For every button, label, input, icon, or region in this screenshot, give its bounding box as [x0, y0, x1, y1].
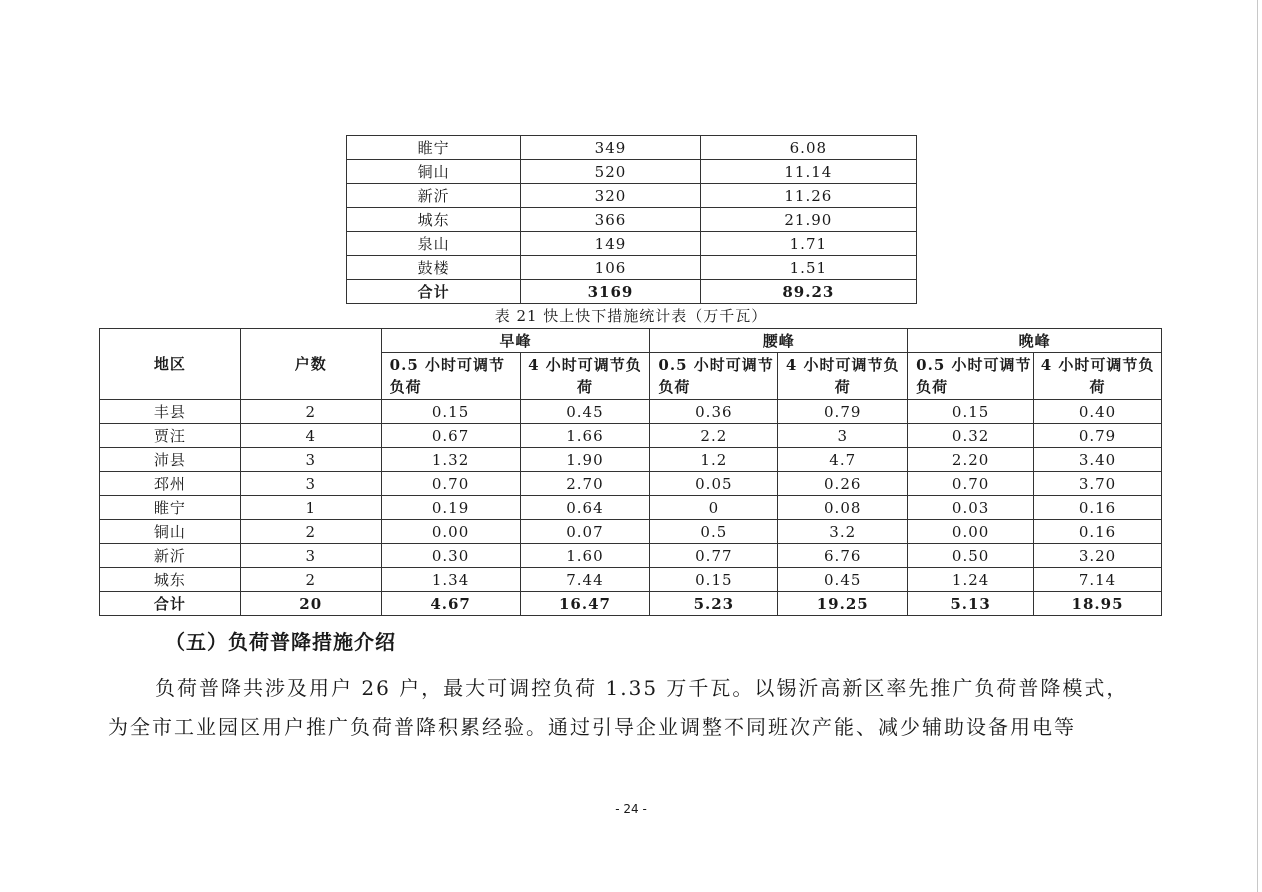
load-value-cell: 1.24: [908, 568, 1034, 592]
table-row: [100, 568, 1162, 592]
four-hour-load-header: 4 小时可调节负荷: [778, 353, 908, 400]
value-cell: 6.08: [700, 136, 916, 160]
value-cell: 11.26: [700, 184, 916, 208]
table-row: [347, 208, 917, 232]
load-value-cell: 0.00: [908, 520, 1034, 544]
region-cell: 城东: [347, 208, 521, 232]
load-value-cell: 0.64: [520, 496, 650, 520]
load-value-cell: 16.47: [520, 592, 650, 616]
load-value-cell: 4.67: [381, 592, 520, 616]
region-cell: 睢宁: [100, 496, 241, 520]
evening-peak-header: 晚峰: [908, 329, 1162, 353]
load-value-cell: 5.13: [908, 592, 1034, 616]
region-cell: 沛县: [100, 448, 241, 472]
load-value-cell: 3: [778, 424, 908, 448]
load-value-cell: 0.00: [381, 520, 520, 544]
load-value-cell: 4.7: [778, 448, 908, 472]
load-value-cell: 0.32: [908, 424, 1034, 448]
load-value-cell: 1.90: [520, 448, 650, 472]
half-hour-load-header: 0.5 小时可调节负荷: [908, 353, 1034, 400]
fast-up-down-table-body: [100, 329, 1162, 400]
section-heading: （五）负荷普降措施介绍: [165, 630, 396, 654]
region-cell: 睢宁: [347, 136, 521, 160]
load-value-cell: 0.70: [381, 472, 520, 496]
households-cell: 2: [240, 520, 381, 544]
value-cell: 11.14: [700, 160, 916, 184]
half-hour-load-header: 0.5 小时可调节负荷: [650, 353, 778, 400]
paragraph-line: 负荷普降共涉及用户 26 户，最大可调控负荷 1.35 万千瓦。以锡沂高新区率先推广负荷普降模式，: [155, 676, 1129, 700]
region-cell: 丰县: [100, 400, 241, 424]
four-hour-load-header: 4 小时可调节负荷: [1034, 353, 1162, 400]
table-row: [100, 448, 1162, 472]
total-label-cell: 合计: [347, 280, 521, 304]
load-value-cell: 0.45: [520, 400, 650, 424]
morning-peak-header: 早峰: [381, 329, 650, 353]
load-value-cell: 0.77: [650, 544, 778, 568]
statistics-table-continuation: [346, 135, 917, 304]
table-row: [347, 136, 917, 160]
households-cell: 3: [240, 472, 381, 496]
households-cell: 3: [240, 544, 381, 568]
table-row: [100, 424, 1162, 448]
region-cell: 铜山: [100, 520, 241, 544]
half-hour-load-header: 0.5 小时可调节负荷: [381, 353, 520, 400]
load-value-cell: 0.15: [381, 400, 520, 424]
load-value-cell: 0.79: [1034, 424, 1162, 448]
load-value-cell: 0.79: [778, 400, 908, 424]
load-value-cell: 1.34: [381, 568, 520, 592]
value-cell: 1.51: [700, 256, 916, 280]
load-value-cell: 19.25: [778, 592, 908, 616]
table-row: [100, 472, 1162, 496]
load-value-cell: 0: [650, 496, 778, 520]
load-value-cell: 0.08: [778, 496, 908, 520]
four-hour-load-header: 4 小时可调节负荷: [520, 353, 650, 400]
page-edge-line: [1257, 0, 1258, 892]
table-row: [100, 544, 1162, 568]
load-value-cell: 6.76: [778, 544, 908, 568]
households-cell: 4: [240, 424, 381, 448]
statistics-table-body: [347, 136, 917, 304]
households-cell: 20: [240, 592, 381, 616]
region-cell: 贾汪: [100, 424, 241, 448]
table-row: [347, 256, 917, 280]
region-cell: 新沂: [100, 544, 241, 568]
load-value-cell: 0.15: [650, 568, 778, 592]
load-value-cell: 0.26: [778, 472, 908, 496]
load-value-cell: 0.16: [1034, 520, 1162, 544]
load-value-cell: 1.2: [650, 448, 778, 472]
region-cell: 泉山: [347, 232, 521, 256]
load-value-cell: 5.23: [650, 592, 778, 616]
households-cell: 2: [240, 568, 381, 592]
load-value-cell: 3.70: [1034, 472, 1162, 496]
count-cell: 349: [521, 136, 700, 160]
load-value-cell: 2.2: [650, 424, 778, 448]
load-value-cell: 1.66: [520, 424, 650, 448]
region-cell: 城东: [100, 568, 241, 592]
table-row: [347, 232, 917, 256]
load-value-cell: 18.95: [1034, 592, 1162, 616]
load-value-cell: 0.15: [908, 400, 1034, 424]
load-value-cell: 2.20: [908, 448, 1034, 472]
load-value-cell: 3.20: [1034, 544, 1162, 568]
count-cell: 366: [521, 208, 700, 232]
region-header: 地区: [100, 329, 241, 400]
load-value-cell: 7.44: [520, 568, 650, 592]
fast-up-down-measures-table: [99, 328, 1162, 616]
midday-peak-header: 腰峰: [650, 329, 908, 353]
table-row: [100, 400, 1162, 424]
load-value-cell: 0.40: [1034, 400, 1162, 424]
region-cell: 鼓楼: [347, 256, 521, 280]
households-header: 户数: [240, 329, 381, 400]
load-value-cell: 3.2: [778, 520, 908, 544]
households-cell: 3: [240, 448, 381, 472]
load-value-cell: 7.14: [1034, 568, 1162, 592]
value-cell: 21.90: [700, 208, 916, 232]
load-value-cell: 0.50: [908, 544, 1034, 568]
load-value-cell: 2.70: [520, 472, 650, 496]
households-cell: 2: [240, 400, 381, 424]
load-value-cell: 0.19: [381, 496, 520, 520]
load-value-cell: 0.5: [650, 520, 778, 544]
region-cell: 铜山: [347, 160, 521, 184]
total-label-cell: 合计: [100, 592, 241, 616]
load-value-cell: 0.36: [650, 400, 778, 424]
table-row: [347, 184, 917, 208]
load-value-cell: 0.03: [908, 496, 1034, 520]
load-value-cell: 0.07: [520, 520, 650, 544]
table-row: [100, 496, 1162, 520]
count-cell: 320: [521, 184, 700, 208]
count-cell: 149: [521, 232, 700, 256]
table-caption: 表 21 快上快下措施统计表（万千瓦）: [494, 307, 768, 325]
load-value-cell: 0.70: [908, 472, 1034, 496]
total-count-cell: 3169: [521, 280, 700, 304]
table-header-row: [100, 329, 1162, 353]
load-value-cell: 1.60: [520, 544, 650, 568]
count-cell: 520: [521, 160, 700, 184]
households-cell: 1: [240, 496, 381, 520]
table-total-row: [347, 280, 917, 304]
paragraph-line: 为全市工业园区用户推广负荷普降积累经验。通过引导企业调整不同班次产能、减少辅助设备用电等: [108, 715, 1076, 739]
table-data-rows: [100, 400, 1162, 616]
load-value-cell: 3.40: [1034, 448, 1162, 472]
count-cell: 106: [521, 256, 700, 280]
load-value-cell: 1.32: [381, 448, 520, 472]
value-cell: 1.71: [700, 232, 916, 256]
load-value-cell: 0.45: [778, 568, 908, 592]
total-value-cell: 89.23: [700, 280, 916, 304]
load-value-cell: 0.30: [381, 544, 520, 568]
region-cell: 新沂: [347, 184, 521, 208]
page-number: - 24 -: [615, 802, 647, 816]
table-row: [100, 520, 1162, 544]
load-value-cell: 0.05: [650, 472, 778, 496]
load-value-cell: 0.16: [1034, 496, 1162, 520]
region-cell: 邳州: [100, 472, 241, 496]
table-total-row: [100, 592, 1162, 616]
load-value-cell: 0.67: [381, 424, 520, 448]
table-row: [347, 160, 917, 184]
